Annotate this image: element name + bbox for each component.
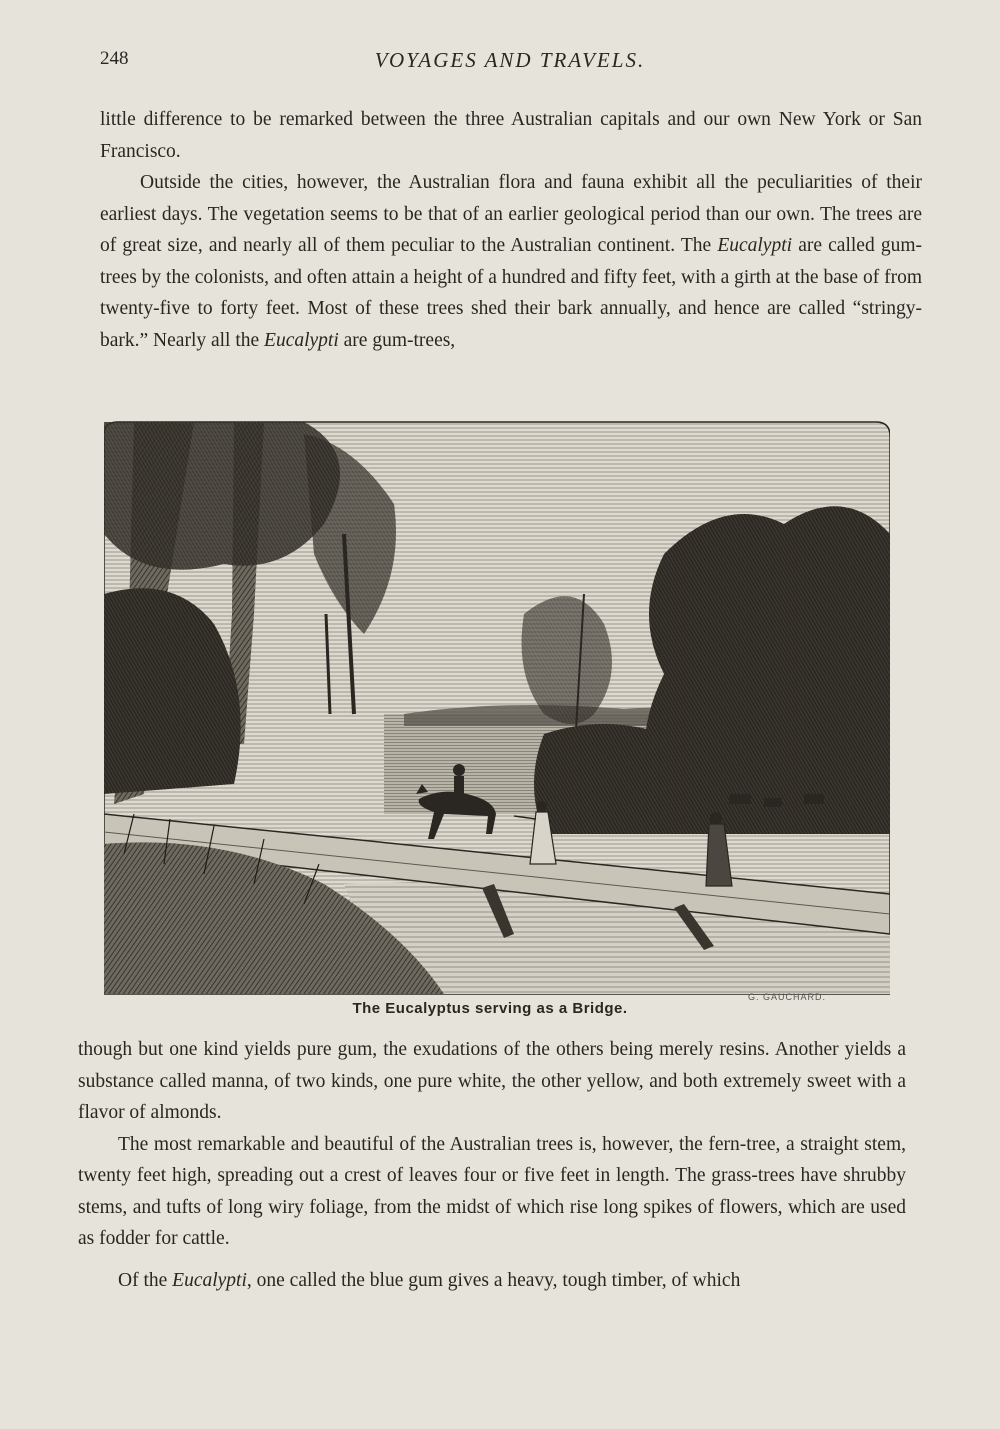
figure-caption: The Eucalyptus serving as a Bridge. [352, 1000, 628, 1017]
body-text-top [100, 104, 922, 356]
text-run: , one called the blue gum gives a heavy, tough timber, of which [246, 1269, 741, 1291]
text-run: Of the [118, 1269, 173, 1291]
eucalyptus-bridge-engraving [104, 414, 890, 1006]
engraver-signature: G. GAUCHARD. [748, 992, 827, 1002]
page-header [100, 48, 920, 78]
paragraph [100, 167, 922, 356]
paragraph: little difference to be remarked between the three Australian capitals and our own New York or San Francisco. [100, 109, 922, 162]
running-title: VOYAGES AND TRAVELS. [374, 48, 646, 72]
engraving-illustration [104, 414, 890, 1006]
page-number: 248 [100, 48, 129, 69]
paragraph: though but one kind yields pure gum, the exudations of the others being merely resins. Another yields a substance called manna, of two kinds, one pure white, the other yellow, and both extremely sweet with a flavor of almonds. [78, 1039, 906, 1123]
text-run: are gum-trees, [338, 329, 456, 351]
paragraph: The most remarkable and beautiful of the Australian trees is, however, the fern-tree, a straight stem, twenty feet high, spreading out a crest of leaves four or five feet in length. The grass-trees have shrubby stems, and tufts of long wiry foliage, from the midst of which rise long spikes of flowers, which are used as fodder for cattle. [78, 1133, 906, 1249]
body-text-bottom [78, 1034, 906, 1296]
italic-term: Eucalypti [717, 235, 793, 256]
italic-term: Eucalypti [264, 329, 339, 351]
text-run: Outside the cities, however, the Australian flora and fauna exhibit all the peculiarities of their earliest days. The vegetation seems to be that of an earlier geological period than our own. The trees are of great size, and nearly all of them peculiar to the Australian continent. The [100, 172, 922, 256]
italic-term: Eucalypti [172, 1269, 247, 1291]
paragraph [78, 1265, 906, 1297]
text-run: are called gum-trees by the colonists, and often attain a height of a hundred and fifty feet, with a girth at the base of from twenty-five to forty feet. Most of these trees shed their bark annually, and hence are called “stringy-bark.” Nearly all the [100, 235, 922, 351]
